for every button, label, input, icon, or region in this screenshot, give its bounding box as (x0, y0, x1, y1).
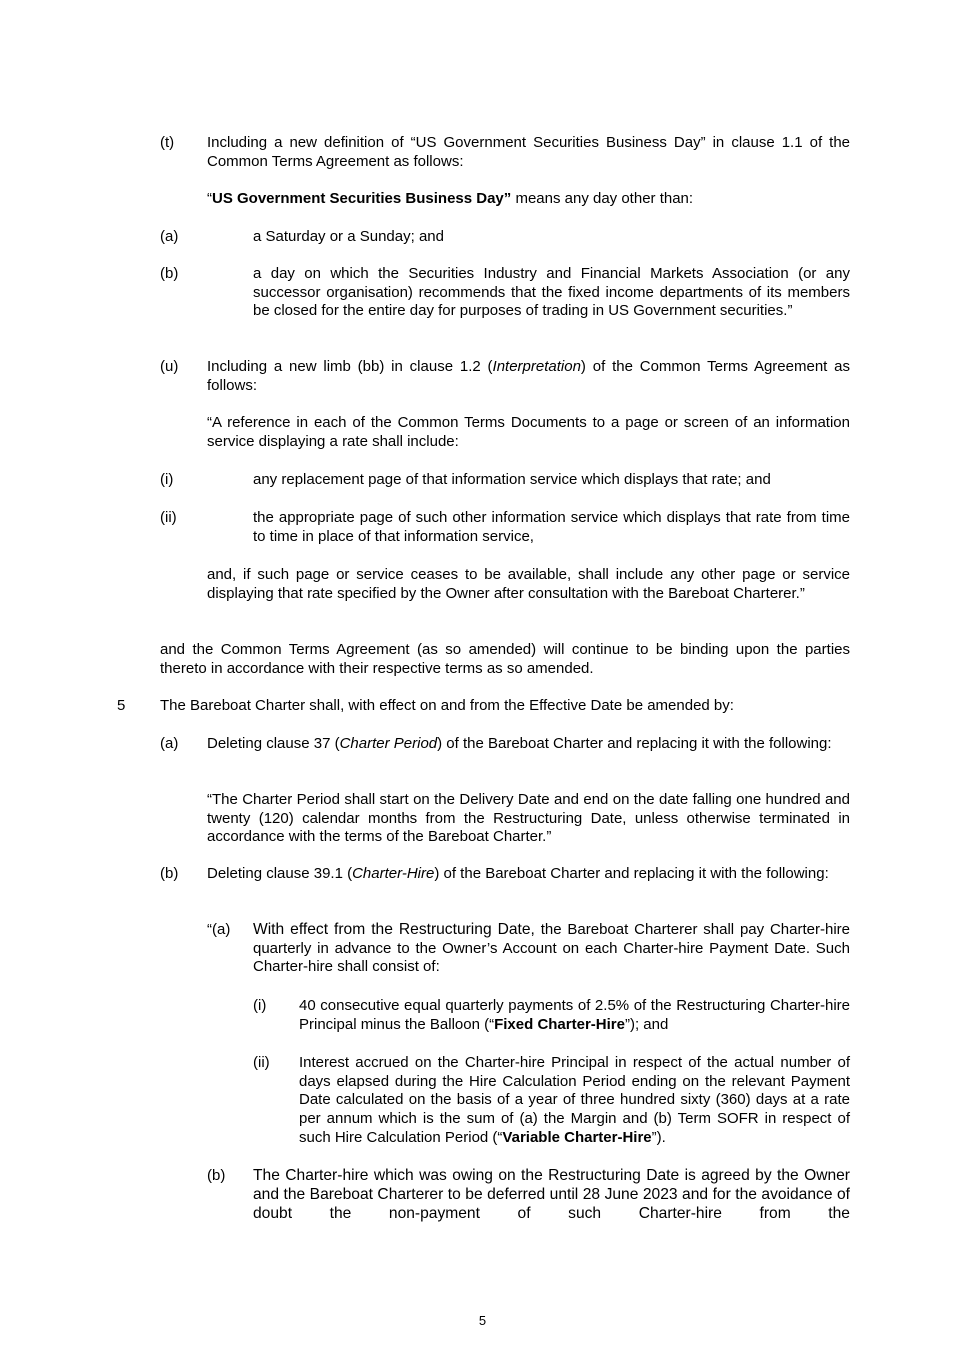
charter-hire-item-i (299, 997, 850, 1034)
definition-heading (207, 190, 850, 209)
item-label: (a) (160, 228, 179, 245)
defined-term: Fixed Charter-Hire (494, 1015, 625, 1033)
reference-item-i: any replacement page of that information service which displays that rate; and (253, 471, 771, 488)
definition-item-b: a day on which the Securities Industry and Financial Markets Association (or any successor organisation) recommends that the fixed income departments of its members be closed for the entire day for purposes of trading in US Government securities.” (253, 265, 850, 320)
text: the Bareboat Charterer shall pay Charter-hire quarterly in advance to the Owner’s Account on each Charter-hire Payment Date. Such Charter-hire shall consist of: (253, 921, 851, 976)
item-label: (ii) (160, 509, 177, 526)
clause-label: (u) (160, 358, 179, 375)
charter-hire-item-a (253, 921, 850, 977)
italic-term: Charter-Hire (352, 865, 435, 882)
clause-label: (t) (160, 134, 175, 151)
clause-label: (b) (160, 865, 179, 882)
defined-term: US Government Securities Business Day” (212, 190, 512, 207)
section-5-text: The Bareboat Charter shall, with effect on and from the Effective Date be amended by: (160, 697, 734, 714)
item-label: (b) (160, 265, 179, 282)
definition-item-a: a Saturday or a Sunday; and (253, 228, 444, 245)
charter-hire-item-ii (299, 1054, 850, 1148)
item-label: (ii) (253, 1054, 270, 1071)
reference-paragraph: “A reference in each of the Common Terms Documents to a page or screen of an information service displaying a rate shall include: (207, 414, 850, 450)
text: Deleting clause 37 ( (207, 735, 340, 752)
section-number: 5 (117, 697, 126, 714)
quote-open: “ (207, 190, 212, 207)
text: With effect from the Restructuring Date, (253, 921, 535, 938)
clause-t-text: Including a new definition of “US Government Securities Business Day” in clause 1.1 of the Common Terms Agreement as follows: (207, 134, 850, 170)
text: ) of the Bareboat Charter and replacing it with the following: (434, 865, 829, 882)
text: ”); and (624, 1015, 669, 1033)
item-label: (i) (253, 997, 267, 1014)
clause-5a-text (207, 735, 850, 754)
reference-item-ii: the appropriate page of such other information service which displays that rate from time to time in place of that information service, (253, 509, 850, 545)
text: ”). (651, 1128, 666, 1146)
reference-closing: and, if such page or service ceases to be available, shall include any other page or service displaying that rate specified by the Owner after consultation with the Bareboat Charterer.” (207, 566, 850, 602)
item-label: (i) (160, 471, 174, 488)
italic-term: Charter Period (339, 735, 438, 752)
clause-u-text (207, 358, 850, 395)
item-label: “(a) (207, 921, 231, 938)
text: Deleting clause 39.1 ( (207, 865, 353, 882)
item-label: (b) (207, 1167, 226, 1184)
defined-term: Variable Charter-Hire (502, 1128, 652, 1146)
text: Including a new limb (bb) in clause 1.2 ( (207, 358, 493, 375)
text: Interest accrued on the Charter-hire Principal in respect of the actual number of days elapsed during the Hire Calculation Period ending on the relevant Payment Date calculated on the basis of a year of three hundred sixty (360) days at a rate per annum which is the sum of (a) the Margin and (b) Term SOFR in respect of such Hire Calculation Period (“ (299, 1054, 850, 1146)
charter-period-quote: “The Charter Period shall start on the Delivery Date and end on the date falling one hundred and twenty (120) calendar months from the Restructuring Date, unless otherwise terminated in accordance with the terms of the Bareboat Charter.” (207, 791, 850, 846)
italic-term: Interpretation (492, 358, 581, 375)
clause-5b-text (207, 865, 850, 884)
text: ) of the Common Terms Agreement as follows: (207, 358, 850, 394)
text: ) of the Bareboat Charter and replacing it with the following: (437, 735, 832, 752)
definition-rest: means any day other than: (511, 190, 694, 207)
text: 40 consecutive equal quarterly payments of 2.5% of the Restructuring Charter-hire Principal minus the Balloon (“ (299, 997, 850, 1033)
page-number: 5 (478, 1313, 487, 1328)
charter-hire-item-b: The Charter-hire which was owing on the Restructuring Date is agreed by the Owner and the Bareboat Charterer to be deferred until 28 June 2023 and for the avoidance of doubt the non-payment of such Charter-hire from the (253, 1167, 850, 1222)
clause-label: (a) (160, 735, 179, 752)
cta-closing-paragraph: and the Common Terms Agreement (as so amended) will continue to be binding upon the parties thereto in accordance with their respective terms as so amended. (160, 641, 850, 677)
